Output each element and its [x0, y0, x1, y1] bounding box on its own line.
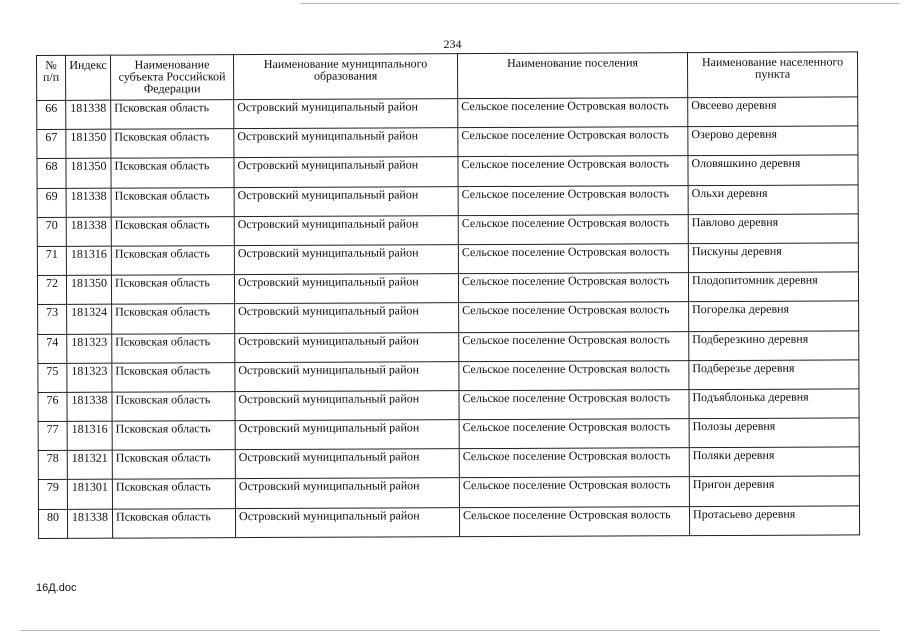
locality-cell: Озерово деревня	[688, 126, 858, 156]
table-row	[37, 155, 858, 188]
header-num: № п/п	[37, 55, 66, 100]
file-name: 16Д.doc	[36, 582, 77, 594]
locality-cell: Полозы деревня	[689, 418, 859, 448]
scan-artifact-bottom	[20, 630, 880, 631]
federal-subject-cell: Псковская область	[112, 304, 235, 334]
postal-index-cell: 181323	[67, 334, 112, 363]
row-number-cell: 74	[38, 334, 67, 363]
municipality-cell: Островский муниципальный район	[235, 478, 459, 508]
settlement-cell: Сельское поселение Островская волость	[459, 506, 689, 536]
municipality-cell: Островский муниципальный район	[235, 391, 459, 421]
municipality-cell: Островский муниципальный район	[234, 186, 458, 216]
header-subject: Наименование субъекта Российской Федерации	[111, 55, 234, 101]
table-row	[38, 476, 859, 509]
locality-cell: Погорелка деревня	[689, 301, 859, 331]
scan-artifact-top	[300, 3, 900, 4]
federal-subject-cell: Псковская область	[112, 450, 235, 480]
municipality-cell: Островский муниципальный район	[235, 361, 459, 391]
postal-index-cell: 181338	[67, 509, 112, 538]
row-number-cell: 72	[37, 275, 66, 304]
federal-subject-cell: Псковская область	[112, 479, 235, 509]
header-index: Индекс	[66, 55, 111, 100]
municipality-cell: Островский муниципальный район	[234, 128, 458, 158]
table-row	[37, 184, 858, 217]
settlement-cell: Сельское поселение Островская волость	[458, 244, 688, 274]
settlement-cell: Сельское поселение Островская волость	[458, 156, 688, 186]
municipality-cell: Островский муниципальный район	[235, 507, 459, 537]
table-row	[37, 214, 858, 247]
municipality-cell: Островский муниципальный район	[234, 157, 458, 187]
row-number-cell: 71	[37, 246, 66, 275]
municipality-cell: Островский муниципальный район	[235, 303, 459, 333]
municipality-cell: Островский муниципальный район	[235, 332, 459, 362]
federal-subject-cell: Псковская область	[111, 100, 234, 130]
settlement-cell: Сельское поселение Островская волость	[458, 273, 688, 303]
postal-index-cell: 181350	[66, 129, 111, 158]
header-settlement: Наименование поселения	[457, 53, 687, 99]
federal-subject-cell: Псковская область	[111, 216, 234, 246]
page-number: 234	[443, 37, 462, 51]
settlement-cell: Сельское поселение Островская волость	[459, 302, 689, 332]
locality-cell: Подъяблонька деревня	[689, 389, 859, 419]
table-row	[38, 418, 859, 451]
settlement-cell: Сельское поселение Островская волость	[459, 390, 689, 420]
postal-index-cell: 181350	[66, 275, 111, 304]
federal-subject-cell: Псковская область	[112, 333, 235, 363]
localities-table	[36, 51, 860, 538]
municipality-cell: Островский муниципальный район	[234, 215, 458, 245]
settlement-cell: Сельское поселение Островская волость	[459, 477, 689, 507]
row-number-cell: 66	[37, 100, 66, 129]
postal-index-cell: 181301	[67, 480, 112, 509]
postal-index-cell: 181338	[66, 188, 111, 217]
locality-cell: Пригон деревня	[689, 476, 859, 506]
postal-index-cell: 181316	[66, 246, 111, 275]
row-number-cell: 75	[38, 363, 67, 392]
row-number-cell: 79	[38, 480, 67, 509]
row-number-cell: 67	[37, 130, 66, 159]
row-number-cell: 70	[37, 217, 66, 246]
postal-index-cell: 181316	[67, 421, 112, 450]
table-row	[37, 97, 858, 130]
locality-cell: Пискуны деревня	[688, 243, 858, 273]
settlement-cell: Сельское поселение Островская волость	[458, 127, 688, 157]
settlement-cell: Сельское поселение Островская волость	[459, 331, 689, 361]
municipality-cell: Островский муниципальный район	[235, 420, 459, 450]
federal-subject-cell: Псковская область	[111, 246, 234, 276]
federal-subject-cell: Псковская область	[112, 508, 235, 538]
federal-subject-cell: Псковская область	[112, 392, 235, 422]
postal-index-cell: 181338	[66, 217, 111, 246]
federal-subject-cell: Псковская область	[112, 421, 235, 451]
header-municipality: Наименование муниципального образования	[234, 54, 458, 100]
municipality-cell: Островский муниципальный район	[235, 449, 459, 479]
row-number-cell: 77	[38, 421, 67, 450]
settlement-cell: Сельское поселение Островская волость	[458, 98, 688, 128]
table-row	[38, 301, 859, 334]
header-locality: Наименование населенного пункта	[687, 52, 857, 98]
settlement-cell: Сельское поселение Островская волость	[458, 214, 688, 244]
locality-cell: Плодопитомник деревня	[688, 272, 858, 302]
row-number-cell: 76	[38, 392, 67, 421]
postal-index-cell: 181323	[67, 363, 112, 392]
postal-index-cell: 181350	[66, 159, 111, 188]
settlement-cell: Сельское поселение Островская волость	[459, 419, 689, 449]
federal-subject-cell: Псковская область	[111, 275, 234, 305]
table-row	[38, 389, 859, 422]
postal-index-cell: 181338	[67, 392, 112, 421]
row-number-cell: 78	[38, 451, 67, 480]
federal-subject-cell: Псковская область	[111, 187, 234, 217]
table-row	[38, 360, 859, 393]
table-row	[37, 243, 858, 276]
postal-index-cell: 181321	[67, 450, 112, 479]
table-body	[37, 97, 860, 538]
municipality-cell: Островский муниципальный район	[234, 99, 458, 129]
locality-cell: Подберезье деревня	[689, 360, 859, 390]
settlement-cell: Сельское поселение Островская волость	[459, 360, 689, 390]
municipality-cell: Островский муниципальный район	[234, 245, 458, 275]
table-row	[38, 447, 859, 480]
table-header-row	[37, 52, 858, 101]
federal-subject-cell: Псковская область	[112, 362, 235, 392]
municipality-cell: Островский муниципальный район	[234, 274, 458, 304]
row-number-cell: 73	[38, 305, 67, 334]
locality-cell: Овсеево деревня	[688, 97, 858, 127]
table-row	[38, 330, 859, 363]
table-row	[37, 126, 858, 159]
locality-cell: Подберезкино деревня	[689, 330, 859, 360]
postal-index-cell: 181324	[67, 304, 112, 333]
locality-cell: Павлово деревня	[688, 214, 858, 244]
row-number-cell: 68	[37, 159, 66, 188]
locality-cell: Протасьево деревня	[689, 506, 859, 536]
locality-cell: Ольхи деревня	[688, 184, 858, 214]
settlement-cell: Сельское поселение Островская волость	[458, 185, 688, 215]
locality-cell: Оловяшкино деревня	[688, 155, 858, 185]
table-row	[37, 272, 858, 305]
settlement-cell: Сельское поселение Островская волость	[459, 448, 689, 478]
table-row	[38, 506, 859, 539]
row-number-cell: 69	[37, 188, 66, 217]
locality-cell: Поляки деревня	[689, 447, 859, 477]
federal-subject-cell: Псковская область	[111, 158, 234, 188]
postal-index-cell: 181338	[66, 100, 111, 129]
federal-subject-cell: Псковская область	[111, 129, 234, 159]
row-number-cell: 80	[38, 509, 67, 538]
